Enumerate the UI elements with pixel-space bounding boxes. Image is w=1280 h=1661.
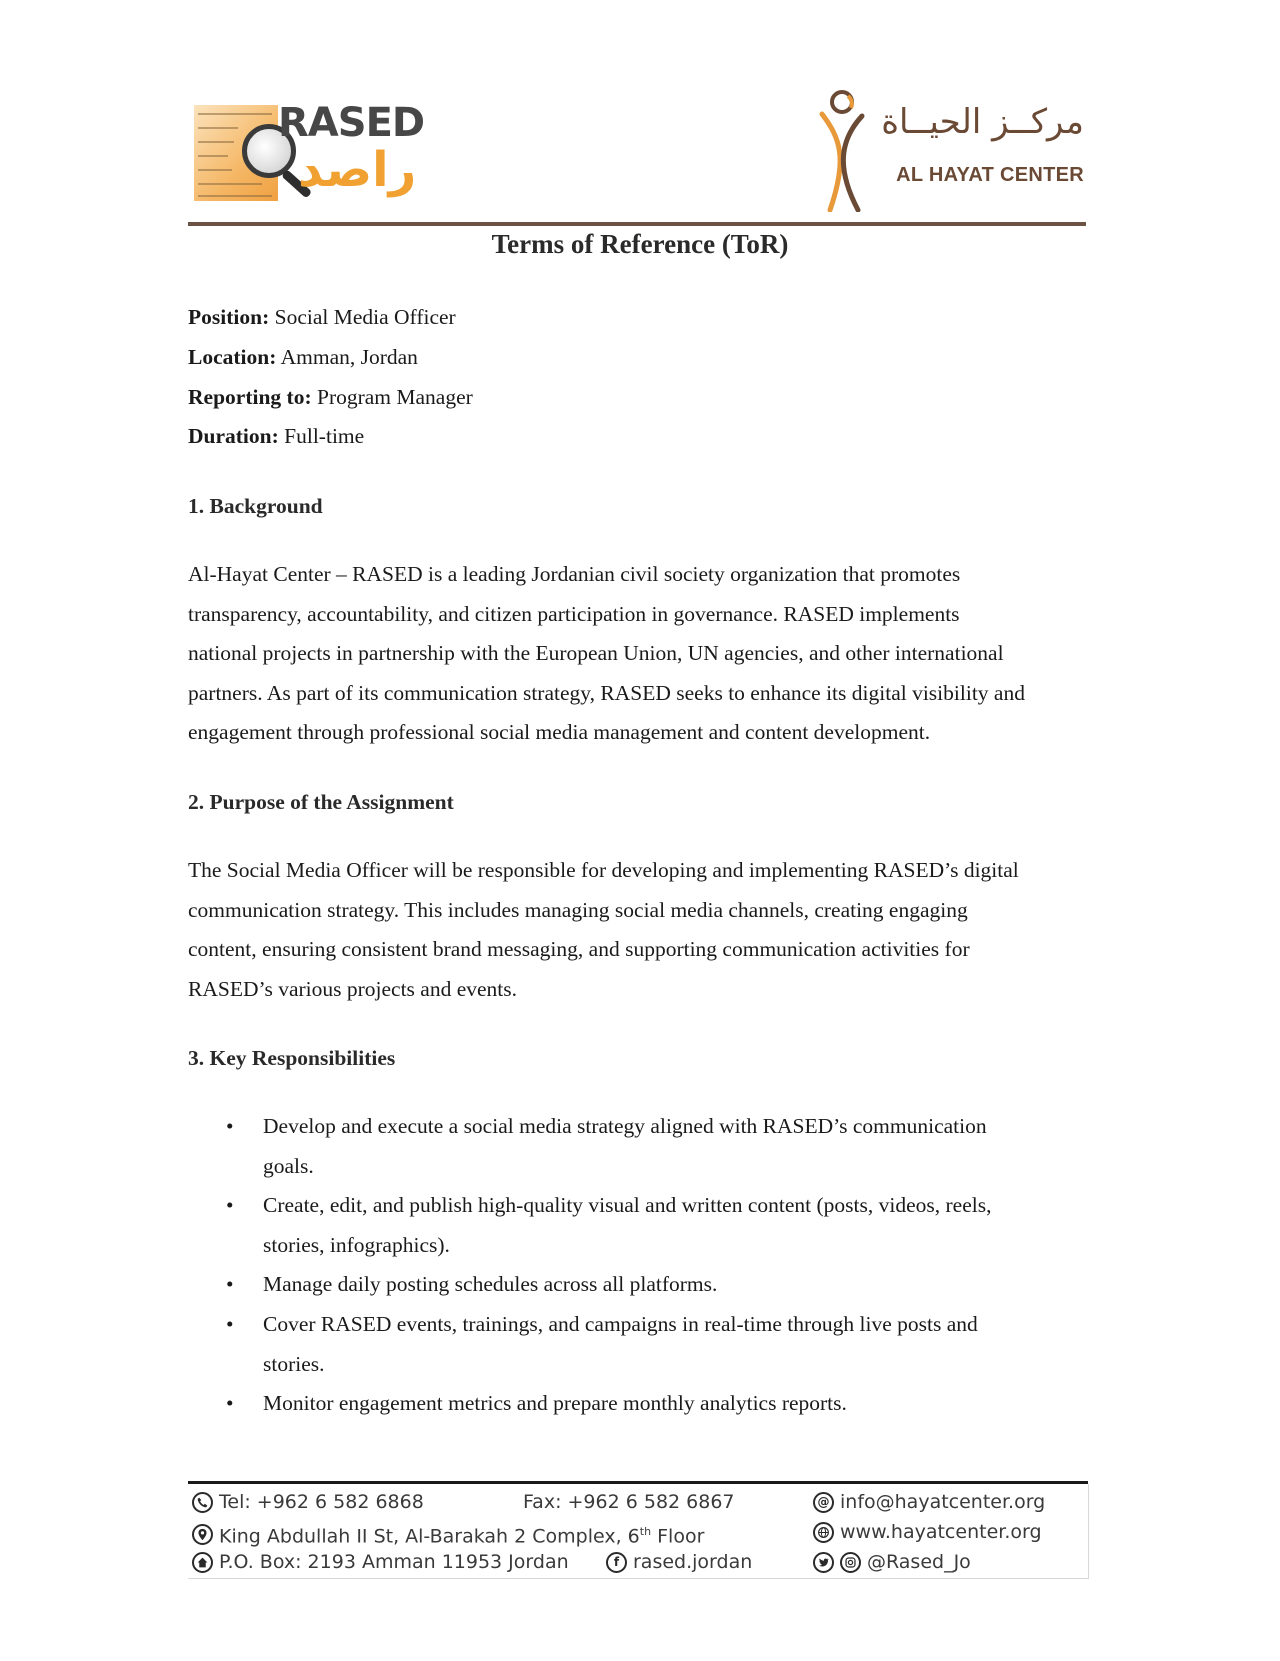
- field-location: [188, 343, 418, 371]
- footer-facebook[interactable]: [606, 1550, 752, 1574]
- footer-fax: [523, 1490, 735, 1514]
- website-link[interactable]: www.hayatcenter.org: [840, 1521, 1042, 1543]
- field-value: Amman, Jordan: [280, 345, 418, 369]
- bullet-icon: •: [226, 1272, 234, 1297]
- footer-contact-box: [188, 1484, 1089, 1579]
- field-value: Full-time: [284, 424, 365, 448]
- footer-address: [192, 1520, 704, 1548]
- list-item-line: stories.: [263, 1351, 325, 1376]
- human-figure-icon: [818, 88, 878, 212]
- section-heading-purpose: 2. Purpose of the Assignment: [188, 790, 454, 814]
- location-pin-icon: [192, 1524, 213, 1545]
- al-hayat-center-logo: [818, 88, 1088, 212]
- al-hayat-logo-text-en: AL HAYAT CENTER: [896, 164, 1084, 186]
- home-icon: [192, 1552, 213, 1573]
- bullet-icon: •: [226, 1193, 234, 1218]
- field-duration: [188, 422, 364, 450]
- paragraph-line: communication strategy. This includes managing social media channels, creating engaging: [188, 897, 968, 922]
- facebook-link[interactable]: rased.jordan: [633, 1551, 753, 1573]
- field-value: Program Manager: [316, 385, 473, 409]
- footer-email[interactable]: [813, 1490, 1045, 1514]
- bullet-icon: •: [226, 1311, 234, 1336]
- globe-icon: [813, 1522, 834, 1543]
- paragraph-line: transparency, accountability, and citizen participation in governance. RASED implements: [188, 601, 960, 626]
- document-title: Terms of Reference (ToR): [491, 229, 789, 259]
- purpose-paragraph: [188, 851, 1093, 1009]
- paragraph-line: Al-Hayat Center – RASED is a leading Jordanian civil society organization that promotes: [188, 562, 961, 586]
- list-item: [188, 1186, 1093, 1265]
- list-item-line: goals.: [263, 1153, 314, 1178]
- paragraph-line: national projects in partnership with the European Union, UN agencies, and other international: [188, 641, 1004, 666]
- list-item-line: Manage daily posting schedules across all platforms.: [263, 1272, 718, 1297]
- social-handle-link[interactable]: @Rased_Jo: [867, 1551, 971, 1573]
- field-label: Position:: [188, 305, 270, 329]
- paragraph-line: RASED’s various projects and events.: [188, 976, 518, 1001]
- fax-text: Fax: +962 6 582 6867: [523, 1491, 735, 1513]
- rased-logo-text-ar: راصد: [298, 142, 417, 198]
- instagram-icon: [840, 1552, 861, 1573]
- at-icon: @: [813, 1492, 834, 1513]
- field-label: Duration:: [188, 424, 279, 448]
- field-value: Social Media Officer: [274, 305, 456, 329]
- pobox-text: P.O. Box: 2193 Amman 11953 Jordan: [219, 1551, 569, 1573]
- section-heading-background: 1. Background: [188, 494, 323, 518]
- field-position: [188, 303, 456, 331]
- section-heading-responsibilities: 3. Key Responsibilities: [188, 1046, 396, 1070]
- footer-website[interactable]: [813, 1520, 1042, 1544]
- paragraph-line: The Social Media Officer will be responsible for developing and implementing RASED’s digital: [188, 858, 1019, 882]
- paragraph-line: engagement through professional social media management and content development.: [188, 720, 931, 745]
- footer-social[interactable]: [813, 1550, 971, 1574]
- rased-logo-text-en: RASED: [278, 100, 425, 146]
- field-label: Reporting to:: [188, 385, 312, 409]
- background-paragraph: [188, 555, 1093, 753]
- phone-icon: [192, 1492, 213, 1513]
- list-item-line: stories, infographics).: [263, 1232, 450, 1257]
- list-item: [188, 1107, 1093, 1186]
- email-link[interactable]: info@hayatcenter.org: [840, 1491, 1046, 1513]
- list-item-line: Monitor engagement metrics and prepare monthly analytics reports.: [263, 1391, 847, 1416]
- list-item-line: Create, edit, and publish high-quality visual and written content (posts, videos, reels,: [263, 1193, 992, 1218]
- field-reporting-to: [188, 383, 473, 411]
- list-item: [188, 1305, 1093, 1384]
- responsibilities-list: [188, 1107, 1093, 1424]
- twitter-icon: [813, 1552, 834, 1573]
- footer-tel: [192, 1490, 424, 1514]
- list-item: [188, 1384, 1093, 1424]
- paragraph-line: content, ensuring consistent brand messaging, and supporting communication activities for: [188, 937, 970, 962]
- list-item-line: Cover RASED events, trainings, and campaigns in real-time through live posts and: [263, 1311, 978, 1336]
- paragraph-line: partners. As part of its communication strategy, RASED seeks to enhance its digital visibility and: [188, 680, 1025, 705]
- footer-pobox: [192, 1550, 569, 1574]
- al-hayat-logo-text-ar: مركــز الحيــاة: [881, 102, 1084, 142]
- rased-logo: [188, 100, 448, 204]
- list-item-line: Develop and execute a social media strategy aligned with RASED’s communication: [263, 1114, 987, 1138]
- tel-text: Tel: +962 6 582 6868: [219, 1491, 424, 1513]
- field-label: Location:: [188, 345, 277, 369]
- bullet-icon: •: [226, 1391, 234, 1416]
- address-text: King Abdullah II St, Al-Barakah 2 Complex, 6th Floor: [219, 1525, 705, 1548]
- bullet-icon: •: [226, 1114, 234, 1138]
- facebook-icon: f: [606, 1552, 627, 1573]
- list-item: [188, 1265, 1093, 1305]
